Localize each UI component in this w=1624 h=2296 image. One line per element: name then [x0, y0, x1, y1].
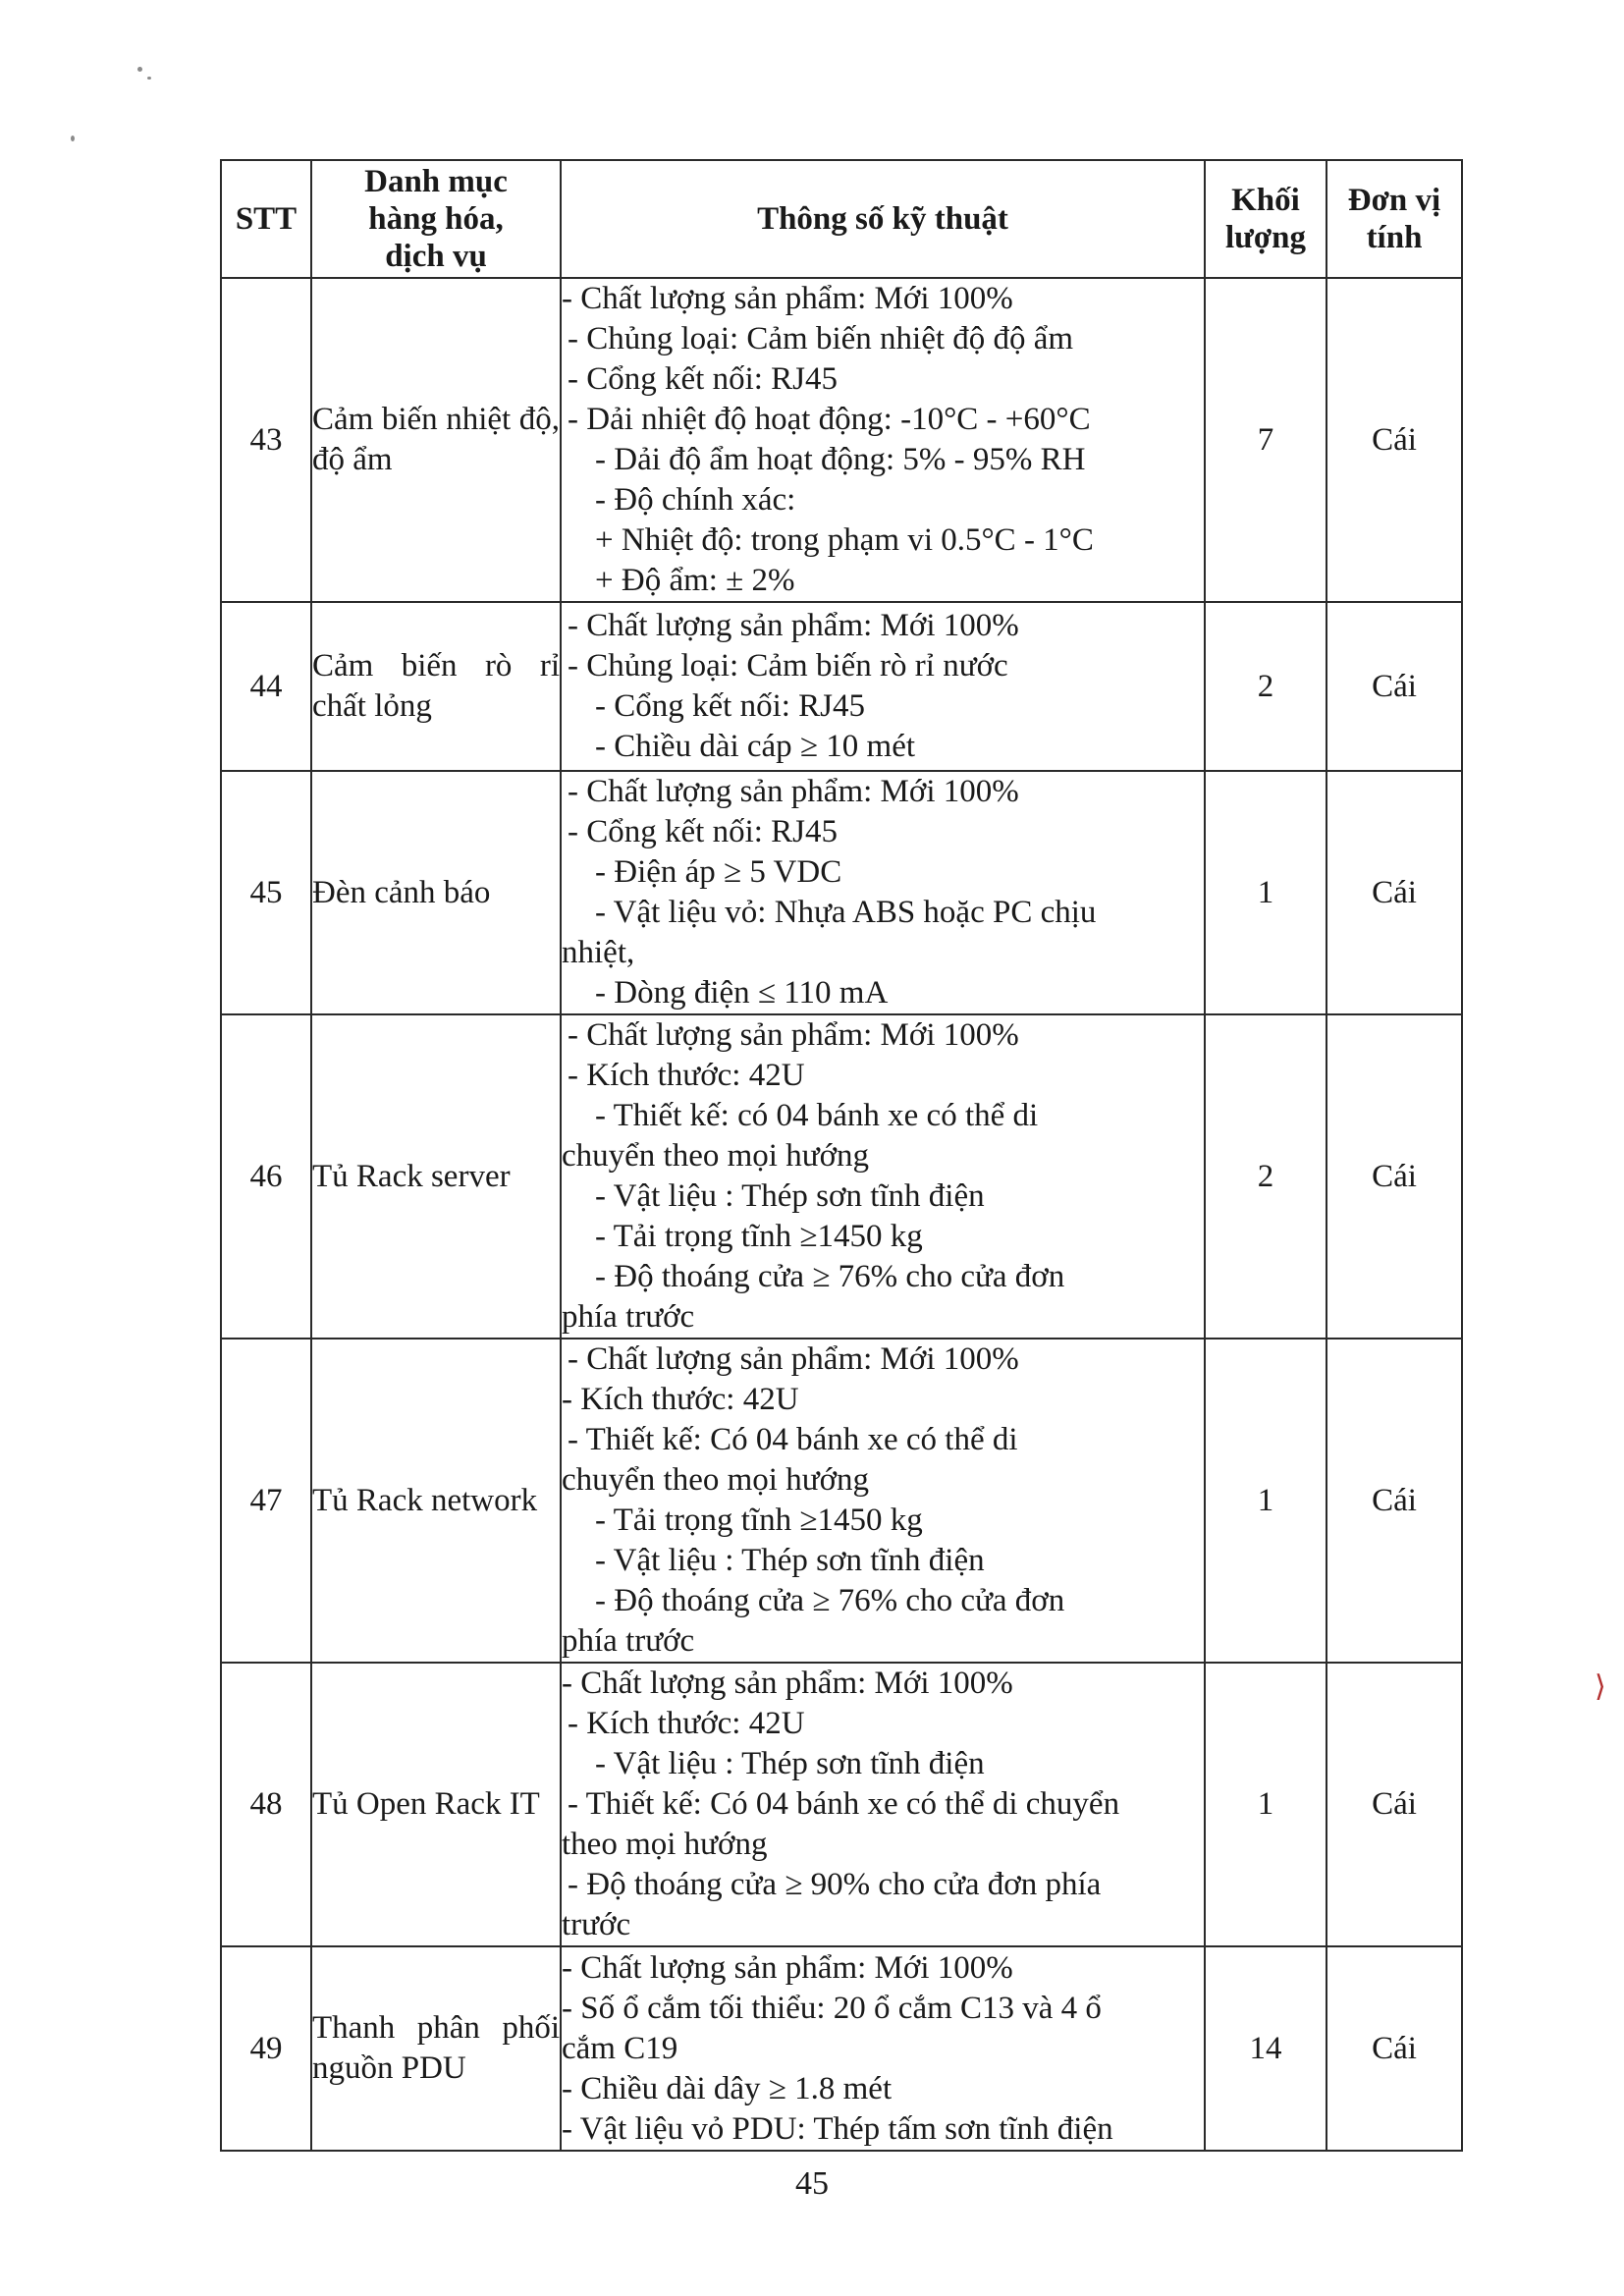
spec-line: - Chất lượng sản phẩm: Mới 100% [568, 608, 1019, 643]
header-category-line: dịch vụ [385, 239, 487, 274]
row-item-name: Cảm biến rò rỉ chất lỏng [311, 602, 561, 771]
row-item-name: Thanh phân phối nguồn PDU [311, 1946, 561, 2151]
spec-line: - Chất lượng sản phẩm: Mới 100% [562, 1666, 1013, 1701]
row-item-name: Đèn cảnh báo [311, 771, 561, 1014]
row-quantity: 2 [1205, 1014, 1326, 1339]
page-number: 45 [795, 2165, 829, 2202]
spec-line: - Độ thoáng cửa ≥ 76% cho cửa đơn [595, 1259, 1065, 1294]
table-row [221, 1946, 1462, 2151]
spec-line: - Chất lượng sản phẩm: Mới 100% [568, 1017, 1019, 1053]
spec-line: - Dải độ ẩm hoạt động: 5% - 95% RH [595, 442, 1086, 477]
spec-line: phía trước [562, 1299, 695, 1335]
row-quantity: 7 [1205, 278, 1326, 602]
spec-line: - Dải nhiệt độ hoạt động: -10°C - +60°C [568, 402, 1091, 437]
header-spec: Thông số kỹ thuật [561, 160, 1205, 278]
header-qty-line: lượng [1224, 220, 1307, 255]
row-stt: 43 [221, 278, 311, 602]
spec-line: nhiệt, [562, 935, 635, 970]
row-stt: 46 [221, 1014, 311, 1339]
spec-line: - Vật liệu : Thép sơn tĩnh điện [595, 1178, 985, 1214]
row-unit: Cái [1326, 1014, 1462, 1339]
spec-line: - Vật liệu : Thép sơn tĩnh điện [595, 1543, 985, 1578]
table-row [221, 1014, 1462, 1339]
header-qty [1205, 160, 1326, 278]
margin-annotation-mark: ⟩ [1595, 1669, 1606, 1704]
spec-line: - Vật liệu : Thép sơn tĩnh điện [595, 1746, 985, 1781]
spec-line: - Chủng loại: Cảm biến nhiệt độ độ ẩm [568, 321, 1074, 356]
spec-line: - Chủng loại: Cảm biến rò rỉ nước [568, 648, 1008, 683]
table-row [221, 602, 1462, 771]
spec-line: - Cổng kết nối: RJ45 [568, 361, 839, 397]
row-unit: Cái [1326, 278, 1462, 602]
row-stt: 47 [221, 1339, 311, 1663]
row-specs [561, 1946, 1205, 2151]
scan-speck [147, 77, 151, 80]
row-unit: Cái [1326, 1663, 1462, 1946]
header-unit-line: Đơn vị [1347, 183, 1441, 218]
row-specs [561, 1014, 1205, 1339]
spec-line: - Chất lượng sản phẩm: Mới 100% [568, 1341, 1019, 1377]
spec-line: chuyển theo mọi hướng [562, 1462, 870, 1498]
header-category-line: hàng hóa, [368, 201, 504, 237]
row-stt: 44 [221, 602, 311, 771]
row-quantity: 1 [1205, 1663, 1326, 1946]
row-quantity: 1 [1205, 771, 1326, 1014]
table-row [221, 278, 1462, 602]
row-item-name: Tủ Open Rack IT [311, 1663, 561, 1946]
spec-line: - Điện áp ≥ 5 VDC [595, 854, 842, 890]
table-row [221, 771, 1462, 1014]
header-stt: STT [221, 160, 311, 278]
row-quantity: 14 [1205, 1946, 1326, 2151]
spec-line: - Dòng điện ≤ 110 mA [595, 975, 889, 1011]
header-unit-line: tính [1366, 220, 1423, 255]
spec-line: - Thiết kế: có 04 bánh xe có thể di [595, 1098, 1039, 1133]
header-qty-line: Khối [1231, 183, 1300, 218]
spec-line: - Chất lượng sản phẩm: Mới 100% [562, 281, 1013, 316]
row-stt: 48 [221, 1663, 311, 1946]
spec-line: - Thiết kế: Có 04 bánh xe có thể di chuyển [568, 1786, 1120, 1822]
scan-speck [137, 67, 142, 72]
spec-line: - Độ thoáng cửa ≥ 76% cho cửa đơn [595, 1583, 1065, 1618]
spec-line: - Kích thước: 42U [562, 1382, 799, 1417]
row-quantity: 2 [1205, 602, 1326, 771]
spec-line: trước [562, 1907, 631, 1942]
table-row [221, 1663, 1462, 1946]
spec-line: - Độ chính xác: [595, 482, 796, 518]
spec-line: + Nhiệt độ: trong phạm vi 0.5°C - 1°C [595, 522, 1094, 558]
header-category [311, 160, 561, 278]
spec-line: - Thiết kế: Có 04 bánh xe có thể di [568, 1422, 1018, 1457]
spec-line: - Chiều dài cáp ≥ 10 mét [595, 729, 916, 764]
spec-line: - Số ổ cắm tối thiểu: 20 ổ cắm C13 và 4 ổ [562, 1990, 1102, 2026]
row-specs [561, 1339, 1205, 1663]
spec-line: - Vật liệu vỏ PDU: Thép tấm sơn tĩnh điện [562, 2110, 1113, 2147]
spec-line: - Vật liệu vỏ: Nhựa ABS hoặc PC chịu [595, 895, 1097, 930]
spec-line: - Độ thoáng cửa ≥ 90% cho cửa đơn phía [568, 1867, 1102, 1902]
spec-line: - Chất lượng sản phẩm: Mới 100% [568, 774, 1019, 809]
table-header-row [221, 160, 1462, 278]
spec-line: - Cổng kết nối: RJ45 [595, 688, 866, 724]
header-unit [1326, 160, 1462, 278]
row-specs [561, 278, 1205, 602]
spec-line: chuyển theo mọi hướng [562, 1138, 870, 1174]
spec-line: - Chất lượng sản phẩm: Mới 100% [562, 1949, 1013, 1986]
spec-line: cắm C19 [562, 2030, 678, 2066]
scan-speck [71, 136, 75, 141]
row-quantity: 1 [1205, 1339, 1326, 1663]
row-specs [561, 1663, 1205, 1946]
row-unit: Cái [1326, 771, 1462, 1014]
row-specs [561, 771, 1205, 1014]
row-unit: Cái [1326, 602, 1462, 771]
row-stt: 45 [221, 771, 311, 1014]
table-row [221, 1339, 1462, 1663]
technical-spec-table [220, 159, 1463, 2152]
row-item-name: Tủ Rack server [311, 1014, 561, 1339]
row-stt: 49 [221, 1946, 311, 2151]
row-specs [561, 602, 1205, 771]
header-category-line: Danh mục [364, 164, 508, 199]
spec-line: + Độ ẩm: ± 2% [595, 563, 795, 598]
spec-line: - Cổng kết nối: RJ45 [568, 814, 839, 849]
spec-line: - Tải trọng tĩnh ≥1450 kg [595, 1503, 923, 1538]
spec-line: - Chiều dài dây ≥ 1.8 mét [562, 2070, 893, 2106]
spec-line: phía trước [562, 1623, 695, 1659]
row-unit: Cái [1326, 1946, 1462, 2151]
spec-line: - Kích thước: 42U [568, 1058, 805, 1093]
row-item-name: Tủ Rack network [311, 1339, 561, 1663]
spec-line: theo mọi hướng [562, 1827, 768, 1862]
spec-line: - Tải trọng tĩnh ≥1450 kg [595, 1219, 923, 1254]
row-unit: Cái [1326, 1339, 1462, 1663]
row-item-name: Cảm biến nhiệt độ, độ ẩm [311, 278, 561, 602]
spec-line: - Kích thước: 42U [568, 1706, 805, 1741]
